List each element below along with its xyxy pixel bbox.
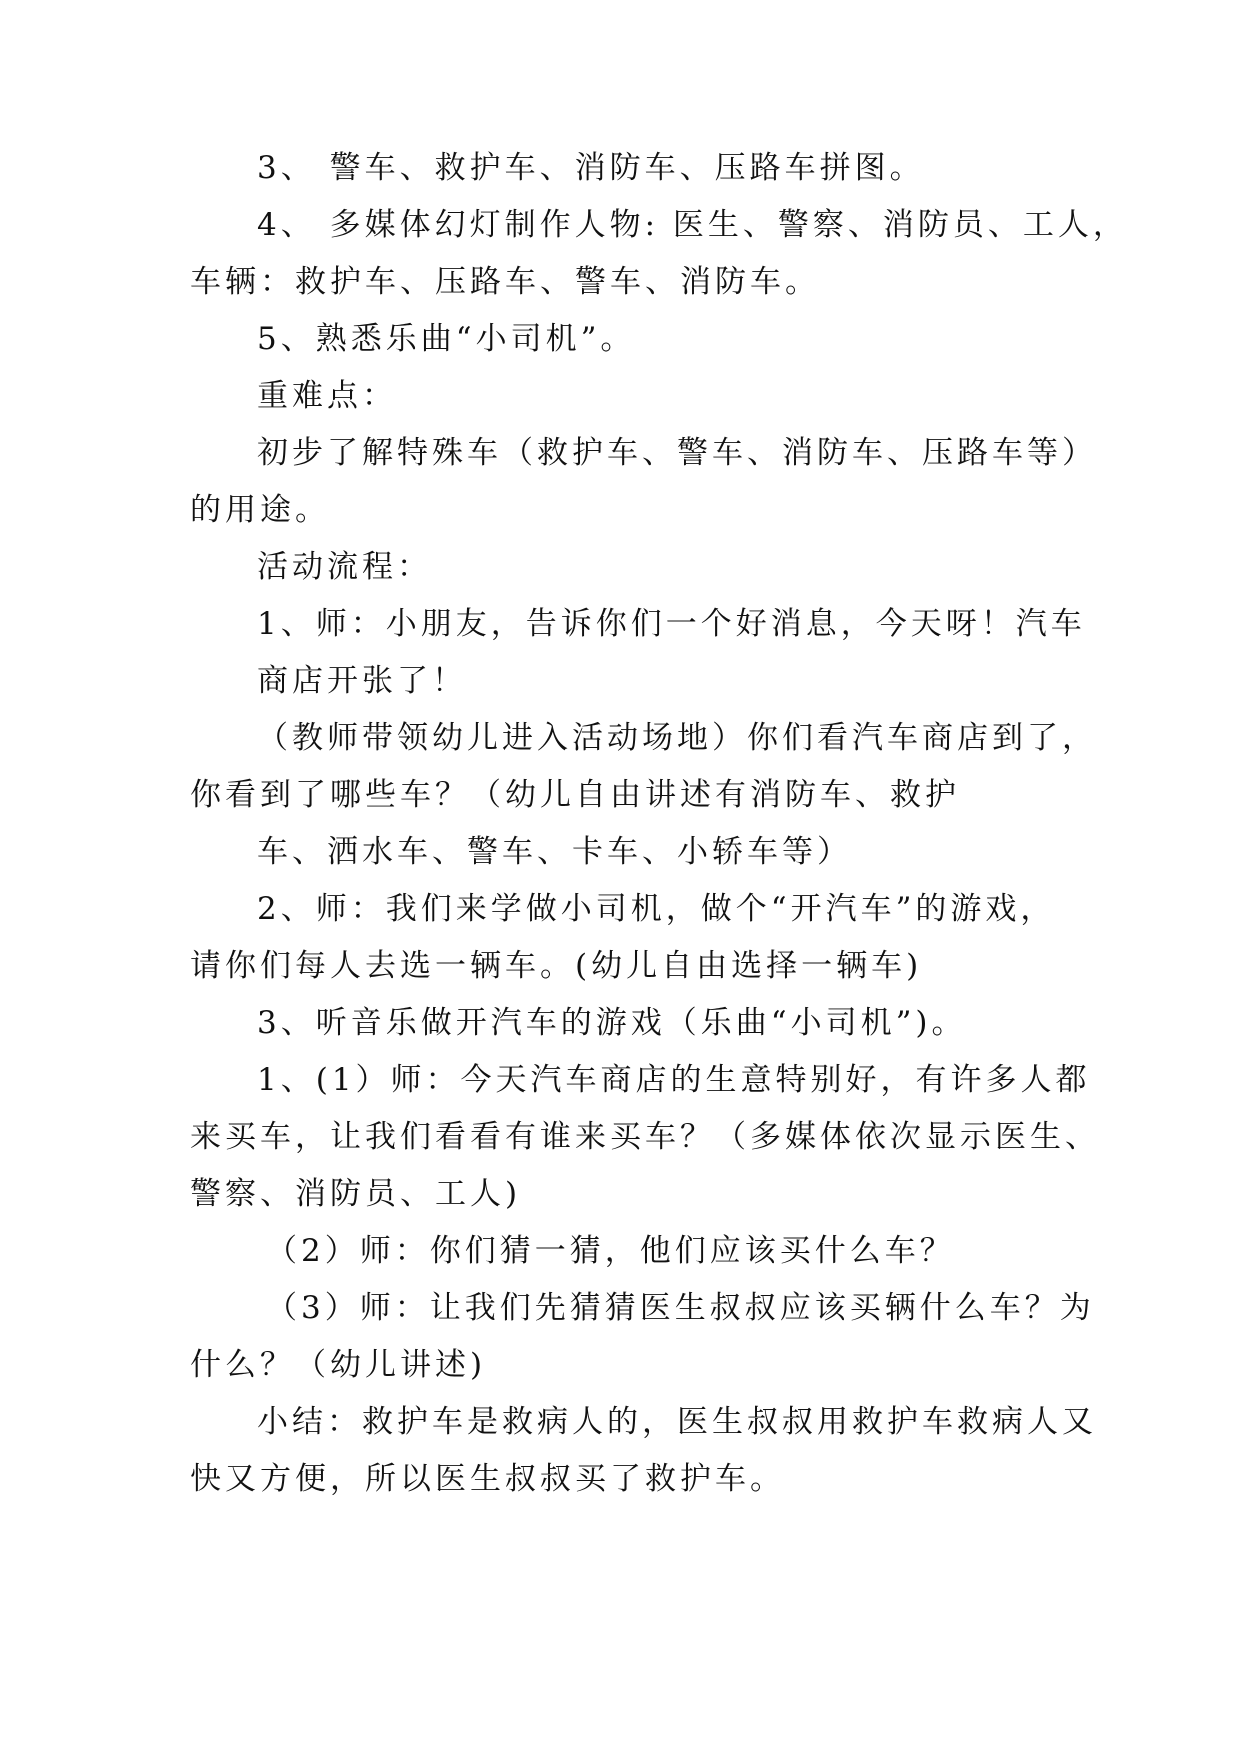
text-line: 4、 多媒体幻灯制作人物: 医生、警察、消防员、工人， — [257, 207, 1128, 243]
text-line: 车、洒水车、警车、卡车、小轿车等） — [257, 834, 852, 870]
text-line: 3、 警车、救护车、消防车、压路车拼图。 — [257, 150, 925, 186]
section-heading: 重难点： — [257, 378, 397, 414]
text-line: 请你们每人去选一辆车。(幼儿自由选择一辆车) — [190, 948, 923, 984]
text-line: 商店开张了！ — [257, 663, 467, 699]
text-line: 初步了解特殊车（救护车、警车、消防车、压路车等） — [257, 435, 1097, 471]
text-line: 1、师：小朋友，告诉你们一个好消息，今天呀！汽车 — [257, 606, 1086, 642]
text-line: 警察、消防员、工人) — [190, 1176, 522, 1212]
section-heading: 活动流程： — [257, 549, 432, 585]
text-line: 你看到了哪些车？（幼儿自由讲述有消防车、救护 — [190, 777, 960, 813]
text-line: 小结：救护车是救病人的，医生叔叔用救护车救病人又 — [257, 1404, 1097, 1440]
text-line: 的用途。 — [190, 492, 330, 528]
text-line: 2、师：我们来学做小司机，做个“开汽车”的游戏， — [257, 891, 1056, 927]
text-line: 1、(1）师：今天汽车商店的生意特别好，有许多人都 — [257, 1062, 1091, 1098]
text-line: （3）师：让我们先猜猜医生叔叔应该买辆什么车？为 — [266, 1290, 1095, 1326]
text-line: 什么？（幼儿讲述) — [190, 1347, 487, 1383]
text-line: 车辆：救护车、压路车、警车、消防车。 — [190, 264, 820, 300]
text-line: 3、听音乐做开汽车的游戏（乐曲“小司机”)。 — [257, 1005, 967, 1041]
text-line: 来买车，让我们看看有谁来买车？（多媒体依次显示医生、 — [190, 1119, 1100, 1155]
text-line: （教师带领幼儿进入活动场地）你们看汽车商店到了， — [257, 720, 1097, 756]
text-line: 5、熟悉乐曲“小司机”。 — [257, 321, 636, 357]
text-line: 快又方便，所以医生叔叔买了救护车。 — [190, 1461, 785, 1497]
text-line: （2）师：你们猜一猜，他们应该买什么车？ — [266, 1233, 955, 1269]
